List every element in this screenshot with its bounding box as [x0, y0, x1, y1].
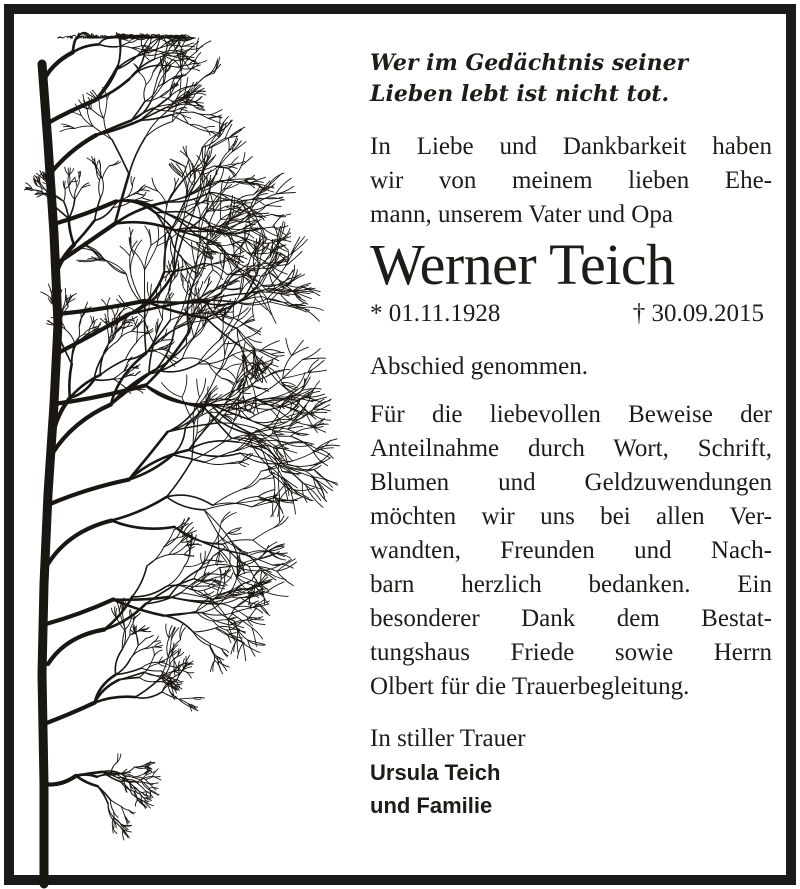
deceased-name: Werner Teich — [370, 232, 675, 297]
tree-branch — [267, 366, 282, 385]
tree-branch — [229, 551, 230, 564]
tree-branch — [291, 239, 307, 253]
tree-branch — [112, 140, 129, 174]
tree-branch — [193, 628, 215, 632]
tree-branch — [231, 157, 238, 164]
tree-branch — [54, 201, 116, 224]
tree-branch — [141, 668, 161, 671]
tree-branch — [220, 168, 224, 180]
tree-branch — [129, 137, 145, 174]
thanks-line: barn herzlich bedanken. Ein — [370, 571, 772, 598]
tree-branch — [68, 175, 69, 186]
tree-branch — [137, 334, 146, 343]
tree-branch — [96, 120, 140, 135]
tree-branch — [243, 643, 246, 661]
tree-branch — [127, 191, 139, 198]
tree-branch — [90, 36, 91, 38]
tree-branch — [200, 379, 206, 398]
signature-name: und Familie — [370, 793, 493, 818]
tree-branch — [195, 268, 205, 269]
tree-branch — [192, 242, 196, 265]
motto-line: Wer im Gedächtnis seiner — [370, 50, 689, 76]
tree-branch — [113, 597, 169, 600]
tree-branch — [210, 110, 222, 115]
tree-branch — [110, 161, 119, 166]
tree-branch — [154, 647, 161, 648]
tree-branch — [69, 186, 75, 199]
tree-branch — [81, 115, 93, 126]
tree-branch — [70, 375, 100, 398]
tree-branch — [226, 369, 236, 379]
tree-branch — [95, 697, 136, 703]
tree-branch — [111, 800, 122, 806]
tree-branch — [64, 189, 66, 202]
tree-branch — [176, 56, 187, 57]
tree-branch — [108, 804, 113, 820]
tree-branch — [135, 800, 137, 806]
tree-branch — [311, 413, 330, 420]
tree-branch — [248, 425, 290, 433]
tree-branch — [197, 379, 200, 398]
tree-branch — [186, 212, 204, 221]
tree-branch — [162, 302, 164, 319]
tree-branch — [253, 434, 291, 436]
tree-branch — [214, 620, 227, 622]
tree-branch — [248, 337, 262, 342]
signature-name: Ursula Teich — [370, 760, 501, 785]
tree-branch — [224, 338, 225, 355]
tree-branch — [169, 546, 186, 555]
tree-branch — [99, 180, 101, 197]
tree-branch — [137, 319, 142, 328]
tree-branch — [112, 37, 121, 38]
tree-branch — [198, 288, 199, 300]
tree-branch — [196, 73, 214, 86]
tree-branch — [302, 308, 319, 322]
tree-branch — [195, 93, 206, 95]
tree-branch — [48, 630, 104, 665]
tree-branch — [139, 73, 146, 85]
tree-branch — [194, 112, 211, 115]
tree-branch — [69, 219, 74, 245]
tree-branch — [107, 261, 127, 274]
tree-branch — [249, 608, 257, 619]
tree-branch — [58, 37, 63, 38]
tree-branch — [50, 135, 96, 174]
tree-branch — [139, 677, 154, 681]
tree-branch — [114, 811, 115, 820]
tree-branch — [132, 566, 147, 597]
tree-branch — [228, 635, 231, 643]
tree-branch — [112, 521, 175, 529]
motto — [370, 48, 772, 110]
tree-branch — [115, 307, 119, 316]
tree-branch — [273, 434, 285, 435]
tree-branch — [286, 338, 292, 356]
tree-branch — [146, 73, 153, 85]
tree-branch — [268, 173, 282, 186]
tree-branch — [215, 628, 227, 634]
tree-branch — [204, 221, 218, 227]
tree-branch — [75, 126, 94, 128]
tree-branch — [266, 200, 282, 206]
tree-branch — [60, 128, 75, 131]
tree-branch — [213, 533, 228, 544]
tree-branch — [158, 191, 167, 207]
tree-branch — [252, 500, 280, 507]
thanks-line: Olbert für die Trauerbegleitung. — [370, 673, 690, 700]
tree-branch — [292, 340, 304, 356]
tree-branch — [104, 99, 107, 118]
tree-branch — [169, 164, 182, 177]
tree-branch — [167, 495, 213, 505]
tree-branch — [160, 90, 170, 97]
tree-branch — [135, 680, 158, 698]
tree-branch — [204, 126, 214, 127]
tree-branch — [48, 521, 112, 565]
tree-branch — [283, 360, 303, 379]
thanks-paragraph — [370, 398, 772, 704]
tree-branch — [116, 608, 117, 617]
tree-branch — [193, 698, 205, 699]
tree-branch — [91, 109, 104, 118]
thanks-line: tungshaus Friede sowie Herrn — [370, 639, 772, 666]
tree-branch — [228, 533, 241, 534]
tree-branch — [182, 375, 187, 397]
tree-branch — [99, 44, 117, 46]
tree-branch — [73, 44, 99, 52]
tree-branch — [166, 624, 169, 638]
tree-branch — [50, 480, 129, 504]
tree-branch — [180, 109, 188, 111]
signature-intro: In stiller Trauer — [370, 725, 526, 752]
tree-branch — [216, 355, 225, 374]
tree-branch — [205, 462, 226, 464]
tree-branch — [101, 179, 104, 198]
tree-branch — [144, 801, 154, 806]
tree-branch — [162, 340, 173, 341]
birth-date: * 01.11.1928 — [370, 300, 501, 327]
tree-branch — [167, 461, 192, 497]
tree-branch — [99, 38, 113, 44]
tree-branch — [46, 100, 96, 124]
tree-branch — [204, 510, 226, 534]
intro-line: wir von meinem lieben Ehe- — [370, 167, 772, 194]
obituary-notice — [4, 4, 796, 885]
tree-branch — [282, 385, 293, 395]
tree-branch — [94, 379, 113, 380]
tree-branch — [135, 371, 140, 375]
tree-branch — [239, 463, 246, 467]
tree-branch — [271, 353, 284, 355]
tree-branch — [69, 364, 71, 398]
thanks-line: Anteilnahme durch Wort, Schrift, — [370, 435, 772, 462]
tree-branch — [205, 452, 230, 462]
tree-branch — [145, 245, 151, 270]
tree-branch — [154, 650, 162, 656]
tree-branch — [271, 354, 284, 356]
tree-branch — [224, 570, 225, 583]
tree-branch — [259, 184, 275, 194]
tree-branch — [250, 620, 265, 624]
farewell-text — [370, 350, 772, 384]
tree-branch — [77, 178, 79, 187]
farewell-line: Abschied genommen. — [370, 353, 589, 380]
intro-paragraph — [370, 130, 772, 232]
tree-branch — [288, 285, 309, 287]
tree-branch — [96, 79, 130, 100]
tree-branch — [276, 447, 297, 453]
tree-branch — [277, 562, 297, 571]
tree-branch — [157, 224, 159, 246]
tree-branch — [247, 253, 270, 254]
tree-branch — [226, 364, 241, 369]
tree-branch — [213, 660, 215, 671]
motto-line: Lieben lebt ist nicht tot. — [370, 81, 670, 107]
tree-branch — [253, 527, 274, 540]
tree-branch — [186, 200, 205, 212]
death-date: † 30.09.2015 — [632, 300, 764, 327]
tree-branch — [117, 331, 131, 341]
tree-branch — [258, 490, 275, 497]
tree-branch — [179, 699, 190, 706]
tree-branch — [164, 616, 193, 632]
tree-branch — [280, 497, 302, 500]
signature-block — [370, 722, 772, 822]
tree-branch — [244, 355, 245, 373]
tree-branch — [120, 246, 130, 256]
intro-line: mann, unserem Vater und Opa — [370, 201, 673, 228]
thanks-line: besonderer Dank dem Bestat- — [370, 605, 772, 632]
tree-branch — [313, 409, 330, 411]
tree-branch — [179, 698, 193, 699]
tree-branch — [136, 390, 143, 394]
tree-branch — [138, 639, 146, 646]
intro-line: In Liebe und Dankbarkeit haben — [370, 133, 772, 160]
tree-branch — [151, 235, 165, 246]
tree-branch — [172, 681, 183, 682]
tree-branch — [283, 356, 292, 379]
life-dates — [370, 298, 772, 330]
tree-branch — [204, 503, 236, 510]
tree-branch — [169, 542, 181, 554]
tree-branch — [164, 234, 165, 272]
tree-branch — [152, 647, 154, 656]
tree-branch — [68, 37, 71, 39]
tree-branch — [145, 301, 206, 303]
tree-branch — [218, 534, 219, 553]
thanks-line: wandten, Freunden und Nach- — [370, 537, 772, 564]
tree-branch — [102, 166, 109, 179]
tree-branch — [129, 455, 173, 480]
tree-branch — [202, 613, 232, 616]
tree-branch — [87, 109, 93, 126]
tree-branch — [191, 69, 200, 71]
bare-tree-icon — [14, 24, 354, 889]
notice-text — [370, 48, 772, 822]
tree-branch — [191, 586, 207, 587]
tree-branch — [228, 528, 242, 534]
tree-branch — [248, 419, 274, 422]
tree-branch — [118, 38, 120, 66]
tree-branch — [132, 331, 145, 332]
thanks-line: Blumen und Geldzuwendungen — [370, 469, 772, 496]
tree-branch — [266, 206, 281, 207]
tree-branch — [142, 198, 150, 200]
tree-branch — [211, 250, 213, 269]
tree-branch — [145, 306, 147, 354]
tree-branch — [233, 298, 235, 318]
tree-branch — [215, 626, 232, 628]
tree-branch — [246, 275, 259, 276]
tree-branch — [153, 776, 161, 777]
tree-branch — [131, 248, 145, 270]
tree-branch — [253, 299, 256, 318]
tree-branch — [91, 316, 93, 324]
tree-branch — [44, 703, 95, 724]
tree-branch — [75, 178, 77, 187]
tree-branch — [234, 640, 237, 652]
tree-branch — [131, 45, 142, 47]
thanks-line: möchten wir uns bei allen Ver- — [370, 503, 772, 530]
tree-branch — [71, 177, 75, 182]
tree-branch — [231, 251, 245, 254]
tree-branch — [133, 368, 139, 369]
tree-branch — [143, 53, 162, 55]
tree-branch — [189, 450, 241, 456]
tree-branch — [144, 85, 146, 102]
tree-branch — [227, 222, 244, 229]
tree-branch — [266, 582, 284, 592]
tree-branch — [237, 640, 238, 653]
tree-branch — [135, 774, 144, 777]
thanks-line: Für die liebevollen Beweise der — [370, 401, 772, 428]
tree-branch — [181, 628, 186, 640]
tree-branch — [317, 449, 333, 459]
tree-branch — [208, 119, 221, 124]
tree-branch — [146, 636, 153, 639]
tree-branch — [196, 41, 211, 52]
tree-branch — [130, 649, 143, 659]
tree-branch — [191, 65, 201, 69]
tree-branch — [65, 329, 75, 343]
tree-branch — [228, 138, 229, 151]
tree-branch — [133, 177, 135, 186]
tree-branch — [117, 754, 118, 763]
tree-branch — [46, 600, 113, 625]
tree-branch — [112, 497, 167, 521]
tree-branch — [156, 212, 186, 213]
tree-branch — [213, 270, 223, 280]
tree-branch — [44, 776, 76, 785]
tree-branch — [266, 592, 288, 596]
tree-branch — [137, 328, 138, 343]
